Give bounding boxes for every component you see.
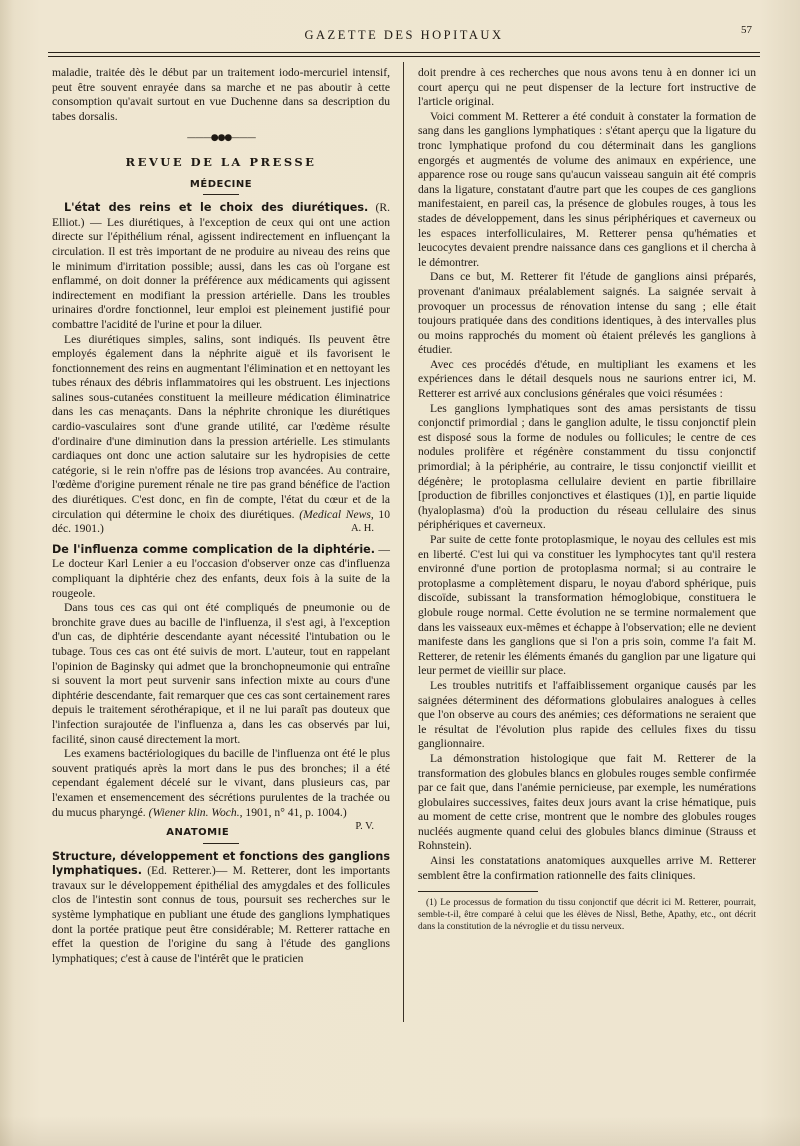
- article-paragraph: doit prendre à ces recherches que nous avons tenu à en donner ici un court aperçu qui ne peut dispenser de la lecture fort instructive de l'article original.: [418, 66, 756, 109]
- article-paragraph: Dans tous ces cas qui ont été compliqués de pneumonie ou de bronchite grave dues au bacille de l'influenza, il s'est agi, à l'exception d'un cas, de diphtérie descendante ayant nécessité l'intubation ou le tubage. Tous ces cas ont été suivis de mort. L'auteur, tout en rappelant l'opinion de Baginsky qui admet que la bronchopneumonie qui entraîne si souvent la mort peut survenir sans infection mixte au cours d'une diphtérie descendante, fait remarquer que ces cas sont certainement rares depuis le traitement sérothérapique, et il ne lui paraît pas douteux que l'infection surajoutée de l'influenza a, dans les cas observés par lui, facilité, sinon causé directement la mort.: [52, 601, 390, 746]
- author-signature: P. V.: [355, 821, 374, 833]
- article-paragraph: Les troubles nutritifs et l'affaiblissement organique causés par les saignées déterminent des déformations globulaires analogues à celles que l'on observe au cours des anémies; ces déformations ne seraient que le résultat de l'évolution plus rapide des cellules fixes du tissu ganglionnaire.: [418, 678, 756, 751]
- header-rule-thick: [48, 52, 760, 53]
- article-paragraph: Les ganglions lymphatiques sont des amas persistants de tissu conjonctif primordial ; dans le ganglion adulte, le tissu conjonctif plein est disposé sous la forme de nodules ou follicules; le centre de ces nodules prolifère et régénère constamment du tissu conjonctif primordial; à la périphérie, au contraire, le tissu conjonctif vieillit et dégénère; le protoplasma cellulaire devient en partie fibrillaire [production de fibrilles conjonctives et élastiques (1)], en partie liquide (hyaloplasma) d'où la production du réseau cellulaire des sinus périphériques et caverneux.: [418, 401, 756, 532]
- section-title: REVUE DE LA PRESSE: [125, 154, 317, 169]
- journal-title: GAZETTE DES HOPITAUX: [304, 28, 504, 42]
- citation-rest: 1901, n° 41, p. 1004.): [242, 805, 347, 819]
- article-byline: (R. Elliot.): [52, 201, 390, 229]
- article-title: De l'influenza comme complication de la diphtérie.: [52, 542, 375, 556]
- footnote-rule: [418, 891, 538, 892]
- article-text: Les examens bactériologiques du bacille de l'influenza ont été le plus souvent pratiqués après la mort dans le pus des bronches; il a été cependant également décelé sur le vivant, dans plusieurs cas, par l'examen et ensemencement des sécrétions purulentes de la trachée ou du mucus pharyngé.: [52, 747, 390, 819]
- citation-rest: 10 déc. 1901.): [52, 507, 390, 536]
- subsection-rule: [203, 194, 239, 195]
- ornament-divider: ———●●●———: [186, 133, 256, 144]
- column-divider: [403, 62, 404, 1022]
- article-paragraph: Ainsi les constatations anatomiques auxquelles arrive M. Retterer semblent être la confirmation rationnelle des faits cliniques.: [418, 854, 756, 882]
- page-number: 57: [741, 24, 752, 36]
- article-title: Structure, développement et fonctions des ganglions lymphatiques.: [52, 849, 390, 878]
- page-header: [48, 24, 760, 54]
- subsection-rule: [203, 843, 239, 844]
- article-paragraph: [52, 333, 390, 537]
- header-rule-thin: [48, 56, 760, 57]
- intro-paragraph: maladie, traitée dès le début par un traitement iodo-mercuriel intensif, peut être souvent enrayée dans sa marche et ne pas aboutir à cette consomption qu'avait surtout en vue Duchenne dans sa description du tabes dorsalis.: [52, 66, 390, 123]
- subsection-anatomie: ANATOMIE: [166, 827, 230, 839]
- article-body: — M. Retterer, dont les importants travaux sur le développement épithélial des amygdales et des follicules clos de l'intestin sont connus de tous, poursuit ses recherches sur le système lymphatique en publiant une étude des ganglions lymphatiques dont la portée pratique peut être considérable; M. Retterer rattache en effet la question de l'origine du sang à l'étude des ganglions lymphatiques; c'est à cause de l'intérêt que le praticien: [52, 864, 390, 965]
- article-ganglions: [52, 850, 390, 967]
- article-text: Les diurétiques simples, salins, sont indiqués. Ils peuvent être employés également dans la néphrite aiguë et ils favorisent le fonctionnement des reins en augmentant l'élimination et en nettoyant les tubes rénaux des débris inflammatoires qui les obstruent. Les injections salines sous-cutanées constituent la meilleure médication éliminatrice dans les cas menaçants. Dans la néphrite chronique les diurétiques cardio-vasculaires sont d'une grande utilité, car l'œdème résulte d'ordinaire d'une diminution dans la pression artérielle. Les stimulants cardiaques ont donc une action salutaire sur les hydropisies de cette catégorie, si le rein n'offre pas de lésions trop avancées. Au contraire, l'œdème d'origine purement rénale ne tire pas grand bénéfice de l'action des diurétiques. C'est donc, en fin de compte, l'état du cœur et de la circulation qui détermine le choix des diurétiques.: [52, 332, 390, 521]
- article-byline: (Ed. Retterer.): [141, 864, 216, 878]
- author-signature: A. H.: [350, 523, 374, 535]
- right-column: [418, 66, 756, 934]
- article-diuretiques: [52, 201, 390, 332]
- article-paragraph: La démonstration histologique que fait M. Retterer de la transformation des globules blancs en globules rouges semble confirmée par ce fait que, dans l'anémie pernicieuse, par exemple, les numérations globulaires successives, faites deux jours avant la crise hématique, puis au moment de cette crise, montrent que le nombre des globules rouges nucléés augmente quand celui des globules blancs diminue (Strauss et Rohnstein).: [418, 751, 756, 853]
- citation: (Medical News,: [299, 507, 374, 521]
- article-body: — Les diurétiques, à l'exception de ceux qui ont une action directe sur l'épithélium rénal, agissent indirectement en influençant la circulation. Il est très important de ne produire au niveau des reins que le minimum d'irritation possible; aussi, dans les cas où l'organe est enflammé, on doit donner la préférence aux médicaments qui agissent indirectement en modifiant la pression artérielle. Dans les troubles urinaires d'ordre fonctionnel, leur emploi est pleinement justifié pour combattre l'acidité de l'urine et pour la diluer.: [52, 215, 390, 331]
- article-paragraph: Voici comment M. Retterer a été conduit à constater la formation de sang dans les ganglions lymphatiques : s'étant aperçu que la ligature du tronc lymphatique profond du cou déterminait dans les ganglions engorgés et augmentés de volume des animaux en expérience, une apparence rose ou rouge sans qu'aucun vaisseau sanguin ait été compris dans la ligature, constatant d'autre part que les coupes de ces ganglions manifestaient, en pareil cas, la présence de globules rouges, à tous les stades de développement, dans les sinus périphériques et caverneux ou les espaces interfolliculaires, M. Retterer pensa qu'hématies et leucocytes devaient prendre naissance dans ces ganglions et il chercha à le démontrer.: [418, 109, 756, 269]
- article-title: L'état des reins et le choix des diurétiques.: [64, 201, 369, 215]
- citation: (Wiener klin. Woch.,: [148, 805, 243, 819]
- article-paragraph: Dans ce but, M. Retterer fit l'étude de ganglions ainsi préparés, provenant d'animaux préalablement saignés. La saignée servait à provoquer un processus de rénovation intense du sang ; elle était toujours pratiquée dans des conditions identiques, à des intervalles plus ou moins rapprochés du moment où étaient prélevés les ganglions à étudier.: [418, 270, 756, 357]
- article-paragraph: Avec ces procédés d'étude, en multipliant les examens et les expériences dans le détail desquels nous ne saurions entrer ici, M. Retterer est arrivé aux conclusions générales que voici résumées :: [418, 357, 756, 401]
- article-body: — Le docteur Karl Lenier a eu l'occasion d'observer onze cas d'influenza compliquant la diphtérie chez des enfants, deux fois à la suite de la rougeole.: [52, 542, 390, 600]
- article-paragraph: Par suite de cette fonte protoplasmique, le noyau des cellules est mis en liberté. C'est lui qui va constituer les lymphocytes tant qu'il restera environné d'une portion de protoplasma normal; si au contraire le protoplasme a complètement disparu, le noyau d'abord sphérique, puis discoïde, subissant la transformation hémoglobique, constituera le globule rouge normal. Cette évolution ne se termine normalement que dans les vaisseaux eux-mêmes et échappe à l'observation; elle ne devient manifeste dans les ganglions que si l'on a pris soin, comme l'a fait M. Retterer, de retenir les éléments émanés du ganglion par une ligature qui leur permet de vieillir sur place.: [418, 533, 756, 678]
- subsection-medecine: MÉDECINE: [189, 178, 253, 190]
- article-influenza: [52, 543, 390, 601]
- page-edge-shadow: [0, 1116, 800, 1146]
- footnote: (1) Le processus de formation du tissu conjonctif que décrit ici M. Retterer, pourrait, semble-t-il, être comparé à celui que les élèves de Nissl, Bethe, Apathy, etc., ont décrit dans la constitution de la névroglie et du tissu nerveux.: [418, 898, 756, 932]
- left-column: [52, 66, 390, 966]
